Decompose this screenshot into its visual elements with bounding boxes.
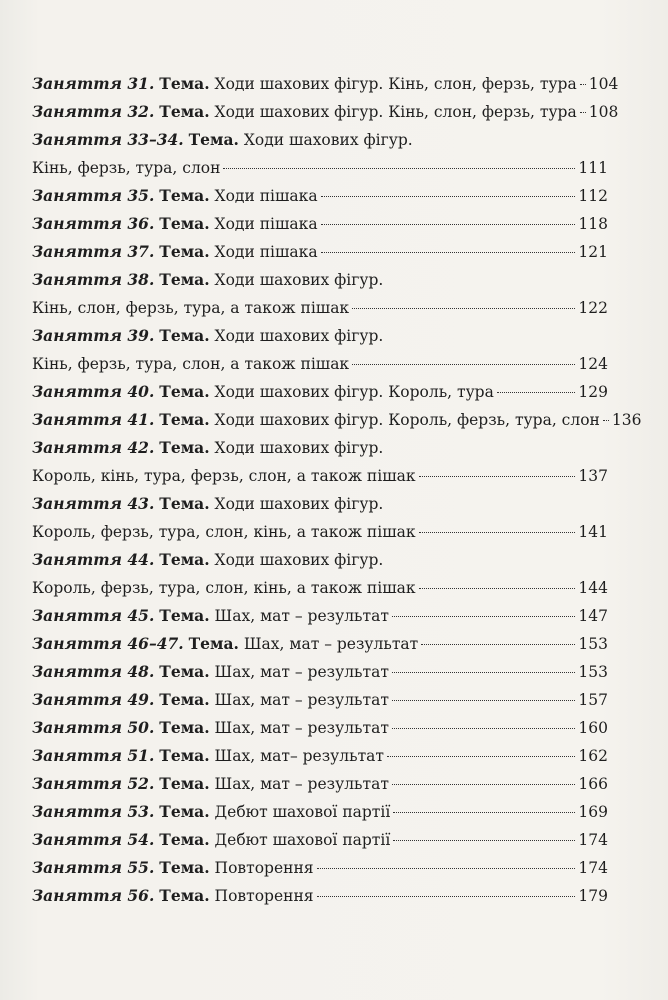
toc-entry [32, 826, 608, 854]
dot-leader [317, 868, 576, 869]
lesson-label: Заняття 53. [32, 802, 155, 821]
lesson-label: Заняття 50. [32, 718, 155, 737]
toc-entry-first-line [32, 490, 608, 518]
topic-label: Тема. [159, 214, 210, 233]
lesson-label: Заняття 38. [32, 270, 155, 289]
topic-title: Ходи шахових фігур. [214, 551, 384, 569]
table-of-contents [32, 70, 642, 910]
topic-title: Шах, мат – результат [214, 607, 389, 625]
toc-entry-first-line [32, 126, 608, 154]
lesson-label: Заняття 37. [32, 242, 155, 261]
page-number: 166 [578, 775, 608, 793]
topic-title: Ходи пішака [214, 243, 318, 261]
toc-entry [32, 658, 608, 686]
topic-title: Король, кінь, тура, ферзь, слон, а також пішак [32, 467, 416, 485]
topic-label: Тема. [159, 774, 210, 793]
toc-entry [32, 742, 608, 770]
page-number: 153 [578, 663, 608, 681]
toc-entry [32, 238, 608, 266]
toc-entry-first-line [32, 546, 608, 574]
toc-entry-first-line [32, 182, 608, 210]
page-number: 147 [578, 607, 608, 625]
dot-leader [419, 476, 576, 477]
toc-entry-continuation-line [32, 462, 608, 490]
dot-leader [580, 84, 586, 85]
topic-title: Ходи шахових фігур. [214, 495, 384, 513]
topic-label: Тема. [159, 690, 210, 709]
lesson-label: Заняття 45. [32, 606, 155, 625]
topic-title: Ходи шахових фігур. Король, тура [214, 383, 494, 401]
toc-entry [32, 798, 608, 826]
toc-entry-first-line [32, 602, 608, 630]
dot-leader [392, 616, 576, 617]
lesson-label: Заняття 40. [32, 382, 155, 401]
topic-title: Кінь, ферзь, тура, слон [32, 159, 221, 177]
dot-leader [321, 224, 576, 225]
toc-entry [32, 182, 608, 210]
page-number: 124 [578, 355, 608, 373]
dot-leader [580, 112, 586, 113]
topic-title: Кінь, ферзь, тура, слон, а також пішак [32, 355, 350, 373]
lesson-label: Заняття 32. [32, 102, 155, 121]
dot-leader [392, 784, 576, 785]
topic-title: Шах, мат – результат [214, 775, 389, 793]
toc-entry [32, 602, 608, 630]
lesson-label: Заняття 33–34. [32, 130, 184, 149]
toc-entry-first-line [32, 98, 619, 126]
topic-label: Тема. [159, 802, 210, 821]
dot-leader [393, 812, 575, 813]
toc-entry [32, 490, 608, 546]
topic-title: Ходи шахових фігур. Кінь, слон, ферзь, тура [214, 103, 577, 121]
page-number: 129 [578, 383, 608, 401]
topic-label: Тема. [188, 634, 239, 653]
topic-label: Тема. [159, 326, 210, 345]
toc-entry-first-line [32, 798, 608, 826]
toc-entry-first-line [32, 434, 608, 462]
topic-label: Тема. [159, 438, 210, 457]
toc-entry [32, 266, 608, 322]
toc-entry-first-line [32, 266, 608, 294]
toc-entry-first-line [32, 854, 608, 882]
toc-entry-first-line [32, 770, 608, 798]
toc-entry-first-line [32, 70, 619, 98]
page-number: 111 [578, 159, 608, 177]
topic-label: Тема. [159, 746, 210, 765]
lesson-label: Заняття 54. [32, 830, 155, 849]
topic-label: Тема. [159, 718, 210, 737]
toc-entry [32, 630, 608, 658]
topic-title: Король, ферзь, тура, слон, кінь, а також пішак [32, 523, 416, 541]
toc-entry [32, 854, 608, 882]
dot-leader [317, 896, 576, 897]
page-number: 153 [578, 635, 608, 653]
topic-label: Тема. [159, 662, 210, 681]
page-number: 141 [578, 523, 608, 541]
topic-title: Ходи шахових фігур. [214, 439, 384, 457]
page-number: 112 [578, 187, 608, 205]
dot-leader [223, 168, 575, 169]
toc-entry-first-line [32, 378, 608, 406]
topic-title: Повторення [214, 887, 314, 905]
toc-entry-first-line [32, 714, 608, 742]
topic-title: Шах, мат – результат [243, 635, 419, 653]
lesson-label: Заняття 49. [32, 690, 155, 709]
toc-entry-first-line [32, 658, 608, 686]
topic-label: Тема. [159, 74, 210, 93]
dot-leader [419, 588, 576, 589]
dot-leader [419, 532, 576, 533]
toc-entry-first-line [32, 742, 608, 770]
toc-entry-continuation-line [32, 350, 608, 378]
topic-title: Повторення [214, 859, 314, 877]
topic-title: Ходи пішака [214, 187, 318, 205]
toc-entry [32, 406, 642, 434]
topic-title: Кінь, слон, ферзь, тура, а також пішак [32, 299, 350, 317]
lesson-label: Заняття 36. [32, 214, 155, 233]
lesson-label: Заняття 43. [32, 494, 155, 513]
toc-entry [32, 714, 608, 742]
toc-entry [32, 882, 608, 910]
topic-title: Ходи шахових фігур. [243, 131, 413, 149]
topic-label: Тема. [159, 550, 210, 569]
topic-title: Ходи шахових фігур. [214, 271, 384, 289]
topic-label: Тема. [159, 886, 210, 905]
topic-label: Тема. [159, 270, 210, 289]
dot-leader [603, 420, 609, 421]
topic-title: Шах, мат – результат [214, 663, 389, 681]
topic-title: Ходи шахових фігур. Король, ферзь, тура, слон [214, 411, 600, 429]
toc-entry [32, 770, 608, 798]
toc-entry-continuation-line [32, 574, 608, 602]
toc-entry-first-line [32, 630, 608, 658]
lesson-label: Заняття 56. [32, 886, 155, 905]
toc-entry-continuation-line [32, 294, 608, 322]
page-number: 144 [578, 579, 608, 597]
toc-entry-first-line [32, 406, 642, 434]
dot-leader [352, 308, 575, 309]
topic-label: Тема. [188, 130, 239, 149]
dot-leader [352, 364, 575, 365]
dot-leader [392, 700, 576, 701]
page-number: 104 [588, 75, 619, 93]
topic-label: Тема. [159, 494, 210, 513]
lesson-label: Заняття 42. [32, 438, 155, 457]
topic-title: Ходи шахових фігур. [214, 327, 384, 345]
toc-entry [32, 686, 608, 714]
topic-label: Тема. [159, 410, 210, 429]
page-number: 174 [578, 859, 608, 877]
topic-title: Дебют шахової партії [214, 803, 391, 821]
toc-entry-first-line [32, 882, 608, 910]
page-number: 157 [578, 691, 608, 709]
topic-title: Король, ферзь, тура, слон, кінь, а також пішак [32, 579, 416, 597]
topic-title: Шах, мат – результат [214, 691, 389, 709]
toc-entry [32, 70, 619, 98]
toc-entry [32, 210, 608, 238]
lesson-label: Заняття 41. [32, 410, 155, 429]
dot-leader [497, 392, 576, 393]
toc-entry [32, 546, 608, 602]
dot-leader [421, 644, 575, 645]
dot-leader [321, 196, 576, 197]
topic-label: Тема. [159, 186, 210, 205]
toc-entry-first-line [32, 322, 608, 350]
toc-entry-first-line [32, 238, 608, 266]
lesson-label: Заняття 35. [32, 186, 155, 205]
page-number: 169 [578, 803, 608, 821]
toc-entry [32, 434, 608, 490]
topic-label: Тема. [159, 102, 210, 121]
topic-title: Ходи пішака [214, 215, 318, 233]
page-number: 122 [578, 299, 608, 317]
dot-leader [392, 728, 576, 729]
toc-entry [32, 322, 608, 378]
page-number: 121 [578, 243, 608, 261]
lesson-label: Заняття 39. [32, 326, 155, 345]
lesson-label: Заняття 52. [32, 774, 155, 793]
dot-leader [392, 672, 576, 673]
dot-leader [321, 252, 576, 253]
topic-label: Тема. [159, 242, 210, 261]
topic-title: Шах, мат – результат [214, 719, 389, 737]
toc-entry-continuation-line [32, 154, 608, 182]
topic-title: Дебют шахової партії [214, 831, 391, 849]
topic-label: Тема. [159, 830, 210, 849]
lesson-label: Заняття 51. [32, 746, 155, 765]
lesson-label: Заняття 44. [32, 550, 155, 569]
lesson-label: Заняття 48. [32, 662, 155, 681]
toc-entry [32, 98, 619, 126]
lesson-label: Заняття 31. [32, 74, 155, 93]
toc-entry-first-line [32, 686, 608, 714]
toc-entry [32, 378, 608, 406]
page-number: 136 [611, 411, 642, 429]
page-number: 118 [578, 215, 608, 233]
lesson-label: Заняття 55. [32, 858, 155, 877]
topic-title: Ходи шахових фігур. Кінь, слон, ферзь, тура [214, 75, 577, 93]
page-number: 174 [578, 831, 608, 849]
toc-entry [32, 126, 608, 182]
toc-entry-continuation-line [32, 518, 608, 546]
topic-label: Тема. [159, 606, 210, 625]
topic-label: Тема. [159, 382, 210, 401]
page-number: 160 [578, 719, 608, 737]
lesson-label: Заняття 46–47. [32, 634, 184, 653]
dot-leader [387, 756, 575, 757]
topic-label: Тема. [159, 858, 210, 877]
page-number: 108 [588, 103, 619, 121]
page-number: 137 [578, 467, 608, 485]
toc-entry-first-line [32, 826, 608, 854]
page-number: 179 [578, 887, 608, 905]
dot-leader [393, 840, 575, 841]
page-number: 162 [578, 747, 608, 765]
topic-title: Шах, мат– результат [214, 747, 384, 765]
toc-entry-first-line [32, 210, 608, 238]
